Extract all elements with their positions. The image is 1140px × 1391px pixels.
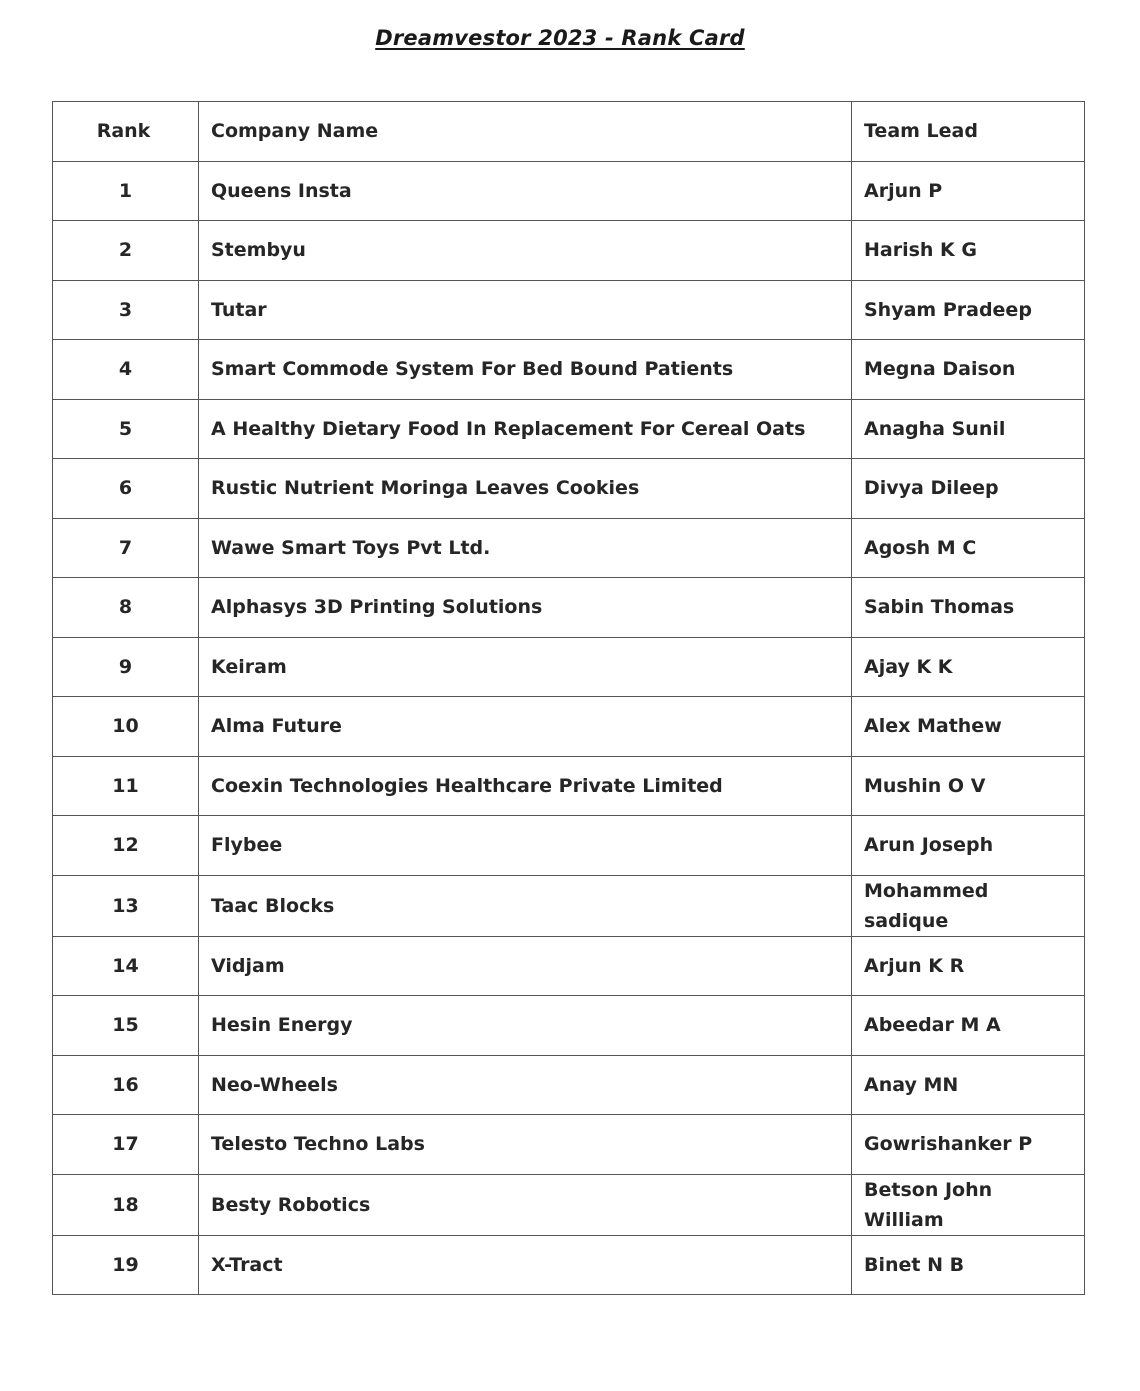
team-lead-cell: Gowrishanker P — [852, 1115, 1085, 1175]
team-lead-cell: Betson John William — [852, 1174, 1085, 1235]
team-lead-cell: Agosh M C — [852, 518, 1085, 578]
table-row — [53, 399, 1085, 459]
company-name-cell: Smart Commode System For Bed Bound Patients — [199, 340, 852, 400]
rank-cell: 8 — [53, 578, 199, 638]
team-lead-cell: Arjun P — [852, 161, 1085, 221]
company-name-cell: Queens Insta — [199, 161, 852, 221]
rank-cell: 10 — [53, 697, 199, 757]
table-row — [53, 1174, 1085, 1235]
rank-cell: 16 — [53, 1055, 199, 1115]
company-name-cell: Besty Robotics — [199, 1174, 852, 1235]
company-name-cell: Taac Blocks — [199, 875, 852, 936]
team-lead-cell: Binet N B — [852, 1235, 1085, 1295]
table-row — [53, 340, 1085, 400]
team-lead-cell: Mushin O V — [852, 756, 1085, 816]
team-lead-cell: Sabin Thomas — [852, 578, 1085, 638]
company-name-cell: Keiram — [199, 637, 852, 697]
company-name-cell: X-Tract — [199, 1235, 852, 1295]
company-name-cell: Tutar — [199, 280, 852, 340]
team-lead-cell: Arun Joseph — [852, 816, 1085, 876]
table-row — [53, 161, 1085, 221]
rank-cell: 14 — [53, 936, 199, 996]
table-row — [53, 936, 1085, 996]
company-name-cell: Stembyu — [199, 221, 852, 281]
team-lead-cell: Ajay K K — [852, 637, 1085, 697]
rank-cell: 19 — [53, 1235, 199, 1295]
company-name-cell: A Healthy Dietary Food In Replacement For Cereal Oats — [199, 399, 852, 459]
team-lead-column-header: Team Lead — [852, 102, 1085, 162]
rank-cell: 13 — [53, 875, 199, 936]
rank-cell: 5 — [53, 399, 199, 459]
rank-table — [52, 101, 1085, 1295]
team-lead-cell: Megna Daison — [852, 340, 1085, 400]
table-row — [53, 1235, 1085, 1295]
company-name-cell: Rustic Nutrient Moringa Leaves Cookies — [199, 459, 852, 519]
table-row — [53, 1055, 1085, 1115]
table-row — [53, 518, 1085, 578]
team-lead-cell: Harish K G — [852, 221, 1085, 281]
team-lead-cell: Anagha Sunil — [852, 399, 1085, 459]
company-column-header: Company Name — [199, 102, 852, 162]
table-header-row — [53, 102, 1085, 162]
rank-cell: 18 — [53, 1174, 199, 1235]
rank-cell: 12 — [53, 816, 199, 876]
company-name-cell: Wawe Smart Toys Pvt Ltd. — [199, 518, 852, 578]
team-lead-cell: Arjun K R — [852, 936, 1085, 996]
rank-cell: 11 — [53, 756, 199, 816]
team-lead-cell: Abeedar M A — [852, 996, 1085, 1056]
rank-column-header: Rank — [53, 102, 199, 162]
table-row — [53, 756, 1085, 816]
rank-cell: 9 — [53, 637, 199, 697]
rank-cell: 17 — [53, 1115, 199, 1175]
company-name-cell: Flybee — [199, 816, 852, 876]
company-name-cell: Neo-Wheels — [199, 1055, 852, 1115]
rank-table-body — [53, 161, 1085, 1295]
table-row — [53, 875, 1085, 936]
company-name-cell: Telesto Techno Labs — [199, 1115, 852, 1175]
table-row — [53, 637, 1085, 697]
team-lead-cell: Divya Dileep — [852, 459, 1085, 519]
team-lead-cell: Mohammed sadique — [852, 875, 1085, 936]
team-lead-cell: Shyam Pradeep — [852, 280, 1085, 340]
rank-cell: 15 — [53, 996, 199, 1056]
company-name-cell: Alma Future — [199, 697, 852, 757]
team-lead-cell: Alex Mathew — [852, 697, 1085, 757]
company-name-cell: Hesin Energy — [199, 996, 852, 1056]
company-name-cell: Alphasys 3D Printing Solutions — [199, 578, 852, 638]
table-row — [53, 697, 1085, 757]
table-row — [53, 816, 1085, 876]
rank-cell: 7 — [53, 518, 199, 578]
table-row — [53, 459, 1085, 519]
table-row — [53, 1115, 1085, 1175]
page-title: Dreamvestor 2023 - Rank Card — [375, 26, 745, 50]
rank-cell: 3 — [53, 280, 199, 340]
rank-cell: 1 — [53, 161, 199, 221]
table-row — [53, 221, 1085, 281]
company-name-cell: Vidjam — [199, 936, 852, 996]
rank-cell: 6 — [53, 459, 199, 519]
company-name-cell: Coexin Technologies Healthcare Private Limited — [199, 756, 852, 816]
rank-cell: 2 — [53, 221, 199, 281]
table-row — [53, 996, 1085, 1056]
table-row — [53, 578, 1085, 638]
rank-cell: 4 — [53, 340, 199, 400]
table-row — [53, 280, 1085, 340]
team-lead-cell: Anay MN — [852, 1055, 1085, 1115]
